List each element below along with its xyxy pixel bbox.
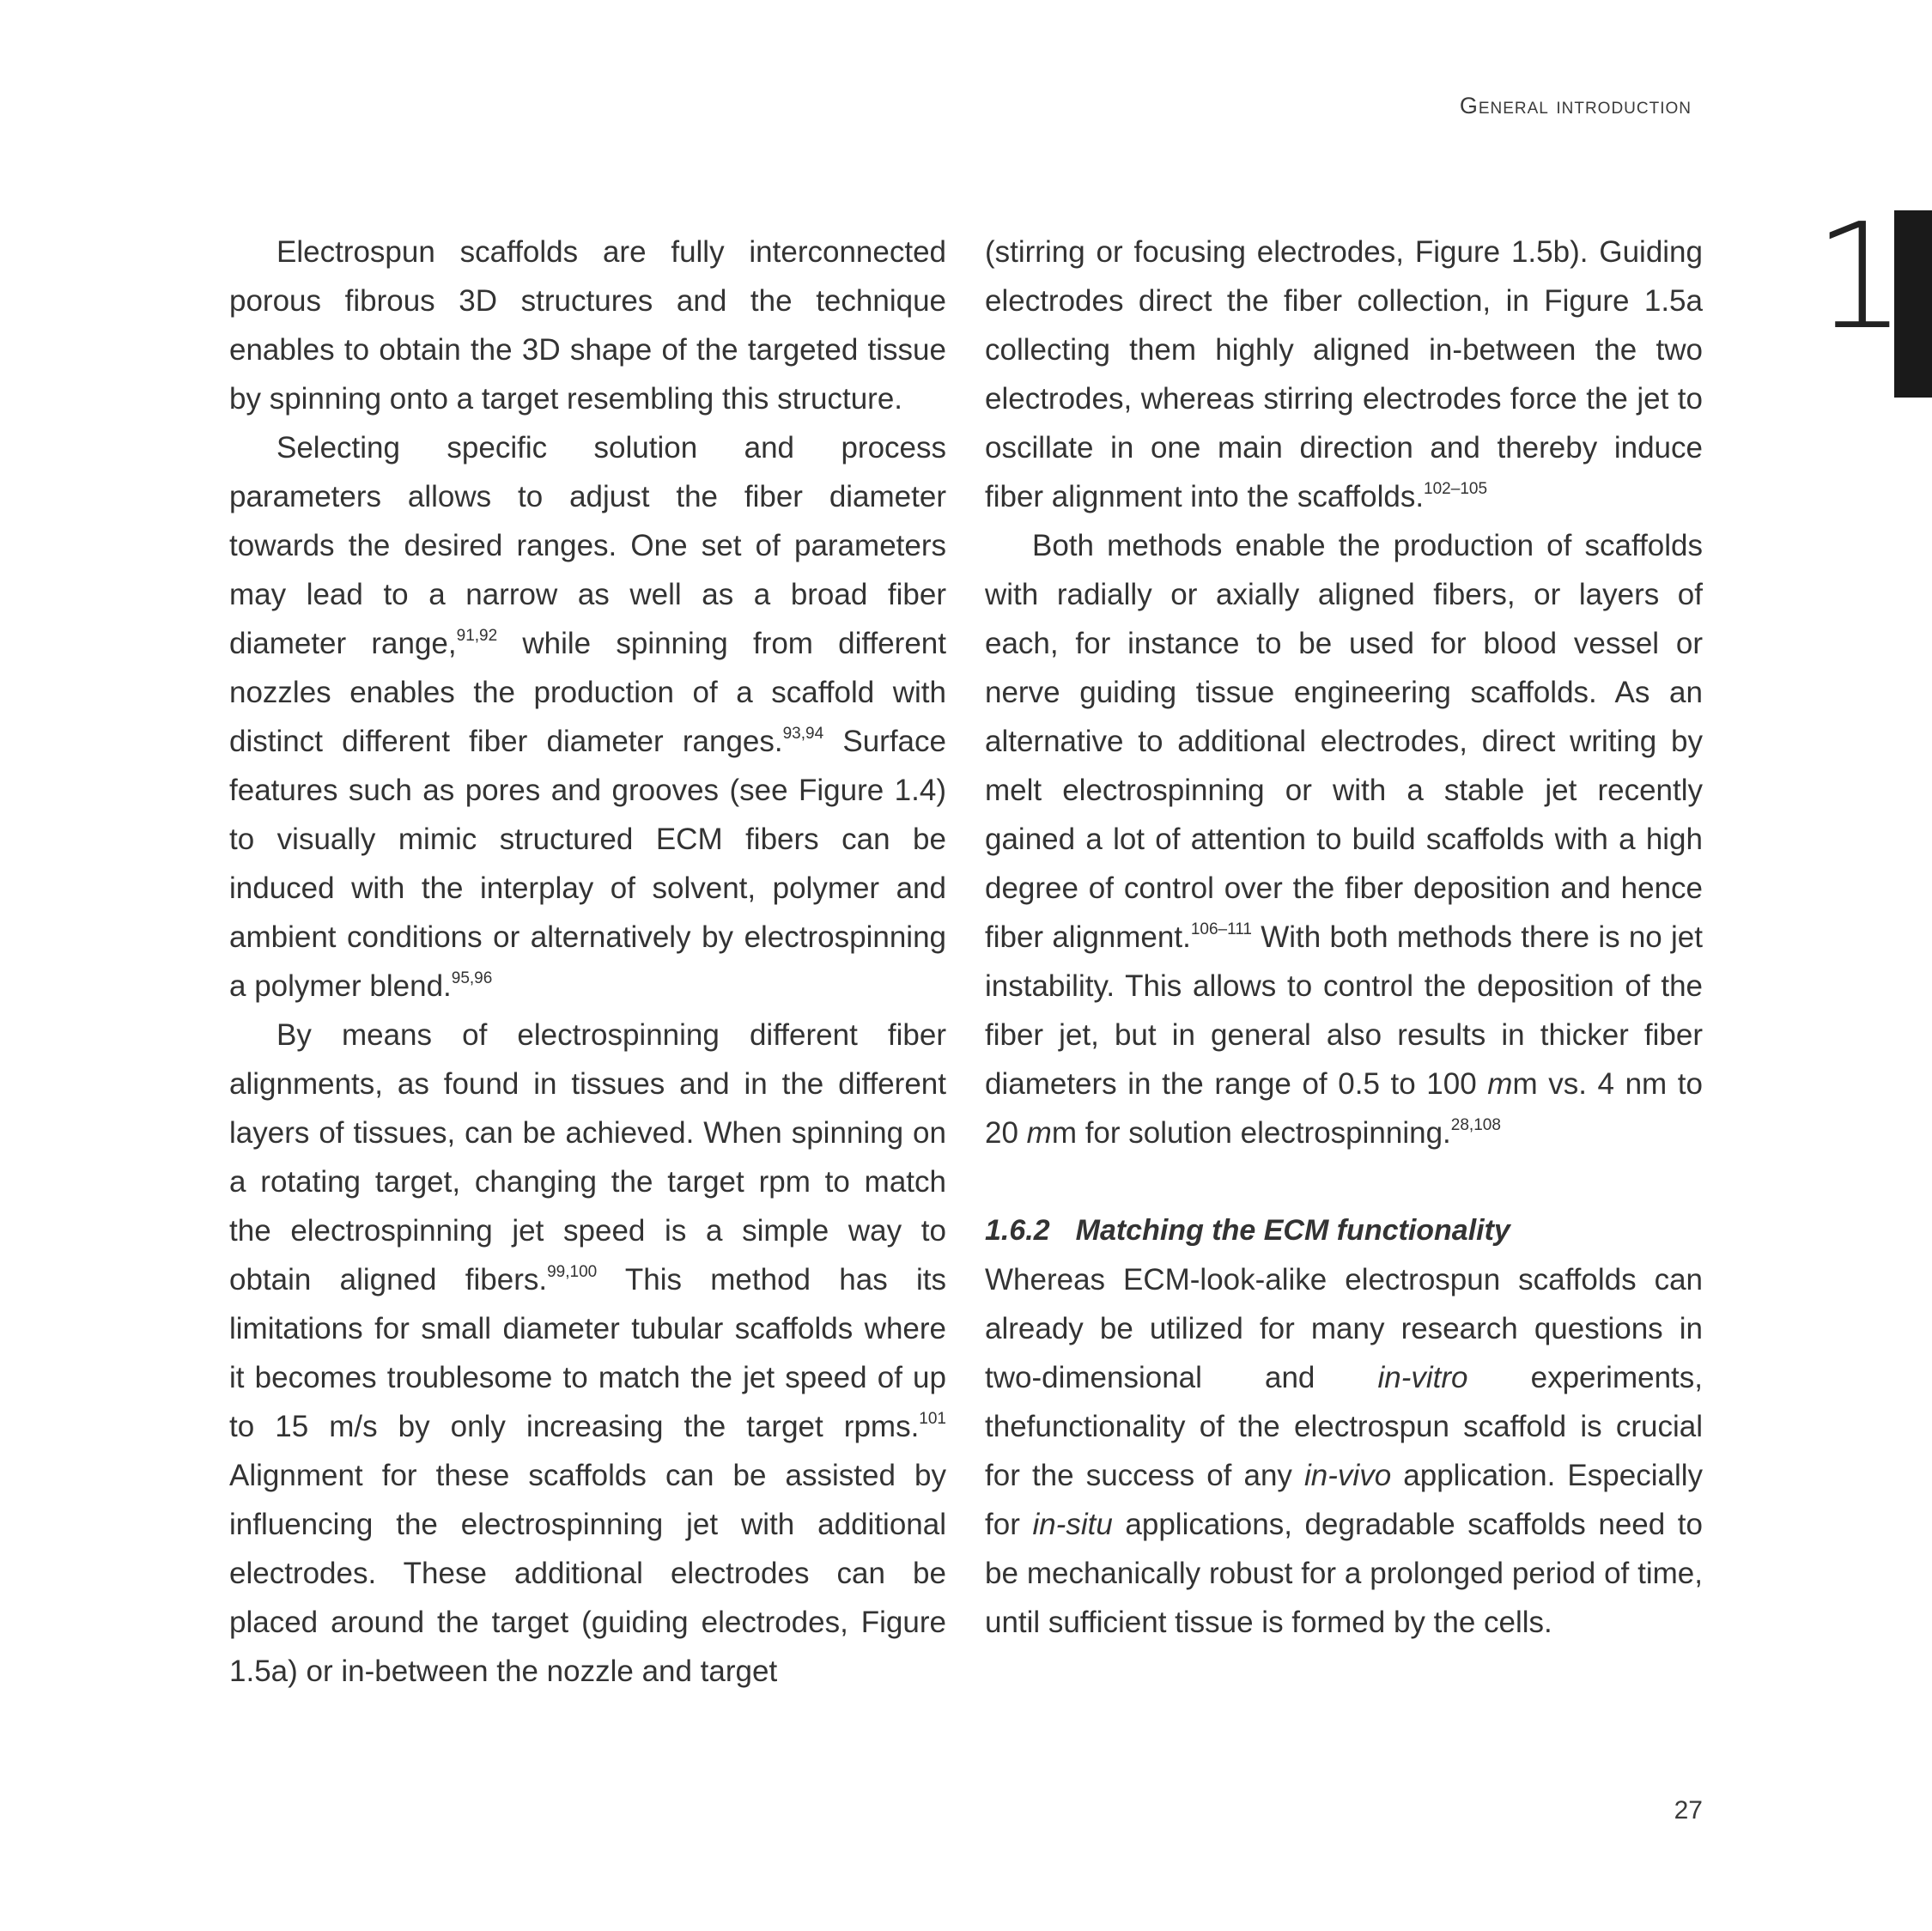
paragraph: By means of electrospinning different fiber alignments, as found in tissues and in the different layers of tissues, can be achieved. When spinning on a rotating target, changing the target rpm to match the electrospinning jet speed is a simple way to obtain aligned fibers.$^{99,100}$ This method has its limitations for small diameter tubular scaffolds where it becomes troublesome to match the jet speed of up to 15 m/s by only increasing the target rpms.$^{101}$ Alignment for these scaffolds can be assisted by influencing the electrospinning jet with additional electrodes. These additional electrodes can be placed around the target (guiding electrodes, Figure 1.5a) or in-between the nozzle and target [229, 1018, 946, 1688]
citation: 101 [919, 1410, 946, 1428]
section-title: Matching the ECM functionality [1075, 1214, 1510, 1247]
citation: 95,96 [451, 969, 493, 987]
citation: 91,92 [456, 627, 498, 645]
left-column [229, 228, 946, 1696]
citation: 93,94 [782, 725, 824, 743]
paragraph: (stirring or focusing electrodes, Figure 1.5b). Guiding electrodes direct the fiber collection, in Figure 1.5a collecting them highly aligned in-between the two electrodes, whereas stirring electrodes force the jet to oscillate in one main direction and thereby induce fiber alignment into the scaffolds.$^{102-105}$ [985, 235, 1703, 513]
citation: 99,100 [547, 1263, 598, 1281]
citation: 28,108 [1450, 1116, 1501, 1134]
paragraph: Both methods enable the production of scaffolds with radially or axially aligned fibers, or layers of each, for instance to be used for blood vessel or nerve guiding tissue engineering scaffolds. As an alternative to additional electrodes, direct writing by melt electrospinning or with a stable jet recently gained a lot of attention to build scaffolds with a high degree of control over the fiber deposition and hence fiber alignment.$^{106-111}$ With both methods there is no jet instability. This allows to control the deposition of the fiber jet, but in general also results in thicker fiber diameters in the range of 0.5 to 100 mm vs. 4 nm to 20 mm for solution electrospinning.$^{28,108}$ [985, 529, 1703, 1150]
page-number: 27 [1674, 1796, 1703, 1825]
citation: 106–111 [1190, 920, 1252, 938]
paragraph: Selecting specific solution and process parameters allows to adjust the fiber diameter towards the desired ranges. One set of parameters may lead to a narrow as well as a broad fiber diameter range,$^{91,92}$ while spinning from different nozzles enables the production of a scaffold with distinct different fiber diameter ranges.$^{93,94}$ Surface features such as pores and grooves (see Figure 1.4) to visually mimic structured ECM fibers can be induced with the interplay of solvent, polymer and ambient conditions or alternatively by electrospinning a polymer blend.$^{95,96}$ [229, 431, 946, 1003]
right-column [985, 228, 1703, 1647]
paragraph: Electrospun scaffolds are fully interconnected porous fibrous 3D structures and the technique enables to obtain the 3D shape of the targeted tissue by spinning onto a target resembling this structure. [229, 235, 946, 416]
chapter-number: 1 [1814, 192, 1907, 362]
section-heading [985, 1206, 1703, 1255]
running-head: General introduction [1459, 93, 1692, 118]
section-number: 1.6.2 [985, 1214, 1050, 1247]
paragraph: Whereas ECM-look-alike electrospun scaffolds can already be utilized for many research questions in two-dimensional and in-vitro experiments, thefunctionality of the electrospun scaffold is crucial for the success of any in-vivo application. Especially for in-situ applications, degradable scaffolds need to be mechanically robust for a prolonged period of time, until sufficient tissue is formed by the cells. [985, 1263, 1703, 1639]
citation: 102–105 [1424, 480, 1488, 498]
